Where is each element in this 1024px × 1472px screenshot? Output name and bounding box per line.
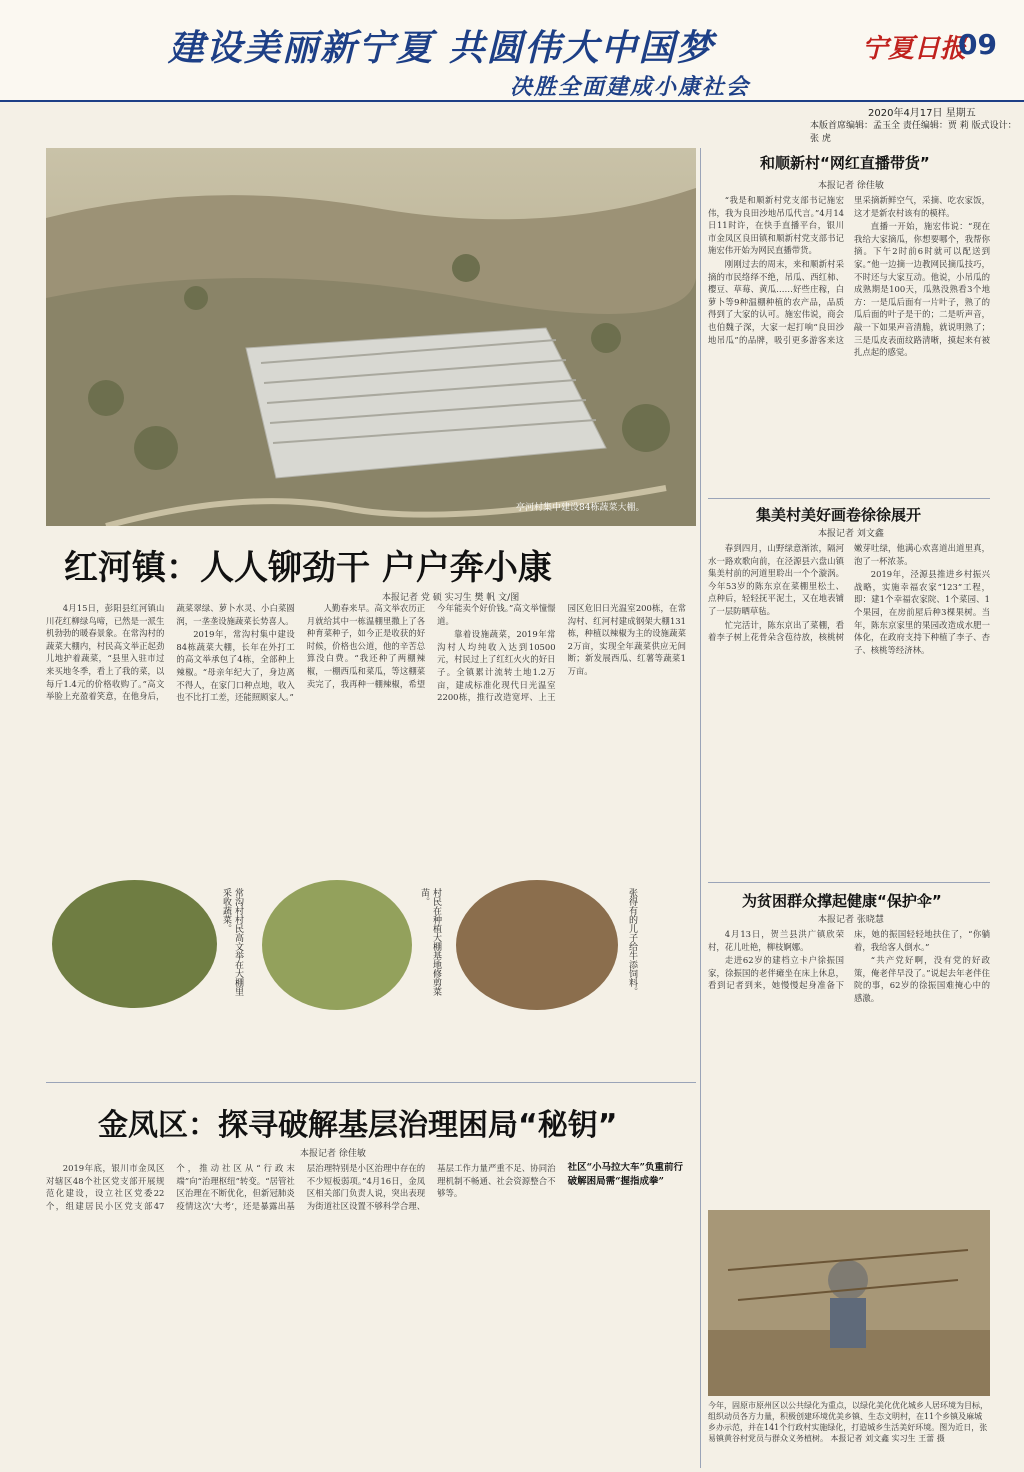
photo-caption-1: 常沟村村民高文举在大棚里采收蔬菜。 bbox=[221, 888, 243, 996]
cattle-feeding-photo bbox=[456, 880, 618, 1010]
farmer-greenhouse-photo bbox=[52, 880, 217, 1008]
sidebar-paragraph: “我是和顺新村党支部书记施宏伟，我为良田沙地吊瓜代言。”4月14日11时许，在快手直播平台，银川市金凤区良田镇和顺新村党支部书记施宏伟开始为网民直播带货。 bbox=[708, 195, 844, 256]
jinfeng-paragraph: 2019年底，银川市金凤区对辖区48个社区党支部开展规范化建设，设立社区党委22个，组建居民小区党支部47个，推动社区从“行政末端”向“治理枢纽”转变。“居管社区治理在不断优化，但新冠肺炎疫情这次‘大考’，还是暴露出基层治理特别是小区治理中存在的不少短板弱项。”4月16日，金凤区相关部门负责人说，突出表现为街道社区设置不够科学合理、基层工作力量严重不足、协同治理机制不畅通、社会资源整合不够等。 bbox=[46, 1163, 556, 1211]
hero-paragraph: 人勤春来早。高文举农历正月就给其中一栋温棚里撒上了各种育菜种子，如今正是收获的好时候，价格也公道，他的辛苦总算没白费。“我还种了两棚辣椒，一棚西瓜和菜瓜，等这棚菜卖完了，我再种一棚辣椒，希望今年能卖个好价钱。”高文举憧憬道。 bbox=[306, 603, 556, 689]
sidebar-paragraph: “共产党好啊，没有党的好政策，俺老伴早没了。”说起去年老伴住院的事，62岁的徐振国难掩心中的感激。 bbox=[854, 955, 990, 1003]
sidebar-story-2-title: 集美村美好画卷徐徐展开 bbox=[756, 506, 922, 524]
sidebar-paragraph: 刚刚过去的周末，来和顺新村采摘的市民络绎不绝，吊瓜、西红柿、樱豆、草莓、黄瓜……好些庄稼，白萝卜等9种温棚种植的农产品，品质得到了大家的认可。施宏伟说，商会也伯魏子深，大家一起打响“良田沙地吊瓜”的品牌，吸引更多游客来这里采摘新鲜空气，采摘、吃农家饭，这才是新农村该有的模样。 bbox=[708, 195, 990, 345]
sidebar-paragraph: 春到四月，山野绿意渐浓，隔河水一路欢歌向前，在泾源县六盘山镇集美村前的河道里聆出一个个漩涡。今年53岁的陈东京在菜棚里松土、点种后，轻轻抚平泥土，又在地表铺了一层防晒草毡。 bbox=[708, 543, 844, 616]
jinfeng-subhead-2: 破解困局需“握指成拳” bbox=[567, 1175, 664, 1187]
issue-date: 2020年4月17日 星期五 bbox=[868, 108, 976, 119]
sidebar-story-3-byline: 本报记者 张晓慧 bbox=[818, 915, 884, 925]
slogan-sub: 决胜全面建成小康社会 bbox=[510, 75, 751, 100]
jinfeng-subhead-1: 社区“小马拉大车”负重前行 bbox=[567, 1162, 683, 1173]
photo-caption-2: 村民在种植大棚基地修剪菜苗。 bbox=[419, 888, 441, 996]
sidebar-paragraph: 2019年，泾源县推进乡村振兴战略，实施幸福农家“123”工程，即：建1个幸福农家院、1个菜园、1个果园，在房前屋后种3棵果树。当年，陈东京家里的果园改造成水肥一体化，在政府支持下种植了李子、杏子、核桃等经济林。 bbox=[854, 569, 990, 655]
sidebar-divider bbox=[708, 882, 990, 883]
slogan-main: 建设美丽新宁夏 共圆伟大中国梦 bbox=[168, 28, 715, 69]
seedling-pruning-photo bbox=[262, 880, 412, 1010]
newspaper-brand-logo: 宁夏日报 bbox=[862, 34, 967, 64]
sidebar-story-1-body bbox=[708, 194, 990, 492]
sidebar-story-3-body bbox=[708, 928, 990, 1198]
hero-photo-caption: 亭河村集中建设84栋蔬菜大棚。 bbox=[516, 503, 645, 513]
hero-paragraph: 2019年，常沟村集中建设84栋蔬菜大棚，长年在外打工的高文举承包了4栋，全部种上辣椒。“母亲年纪大了，身边离不得人，在家门口种点地，收入也不比打工差，还能照顾家人。” bbox=[176, 629, 295, 703]
sidebar-story-2-body bbox=[708, 542, 990, 862]
hero-paragraph: 4月15日，彭阳县红河镇山川花红柳绿鸟啼，已然是一派生机勃勃的暖春景象。在常沟村的蔬菜大棚内，村民高文举正起劲儿地护着蔬菜，“县里入驻市过来买地冬季，看上了我的菜，以每斤1.4元的价格收购了。”高文举脸上充盈着笑意，在他身后，蔬菜翠绿、萝卜水灵、小白菜圆润，一垄垄设施蔬菜长势喜人。 bbox=[46, 603, 295, 702]
hero-headline: 红河镇：人人铆劲干 户户奔小康 bbox=[64, 548, 552, 588]
page-number: 09 bbox=[958, 28, 997, 61]
sidebar-story-1-title: 和顺新村“网红直播带货” bbox=[760, 154, 930, 172]
photo-caption-3: 张得有的儿子给牛添饲料。 bbox=[627, 888, 637, 996]
greenhouse-aerial-photo bbox=[46, 148, 696, 526]
sidebar-story-2-byline: 本报记者 刘文鑫 bbox=[818, 529, 884, 539]
sidebar-story-1-byline: 本报记者 徐佳敏 bbox=[818, 181, 884, 191]
editor-credits: 本版首席编辑：孟玉全 责任编辑：贾 莉 版式设计：张 虎 bbox=[810, 121, 1017, 144]
sidebar-paragraph: 忙完活计，陈东京出了菜棚，看着李子树上花骨朵含苞待放，核桃树嫩芽吐绿，他满心欢喜道出道里真，泡了一杯浓茶。 bbox=[708, 543, 990, 643]
section-divider bbox=[46, 1082, 696, 1083]
hero-paragraph: 靠着设施蔬菜，2019年常沟村人均纯收入达到10500元，村民过上了红红火火的好日子。全镇累计流转土地1.2万亩，建成标准化现代日光温室2200栋，推行改造宽坪、上王园区危旧日光温室200栋，在常沟村、红河村建成钢架大棚131栋，种植以辣椒为主的设施蔬菜2万亩，实现全年蔬菜供应无间断；新发展西瓜、红薯等蔬菜1万亩。 bbox=[437, 603, 686, 703]
sidebar-paragraph: 走进62岁的建档立卡户徐振国家，徐振国的老伴瘫坐在床上休息，看到记者到来，她慢慢起身准备下床，她的振国轻轻地扶住了，“你躺着，我给客人倒水。” bbox=[708, 929, 990, 991]
column-divider bbox=[700, 148, 701, 1468]
jinfeng-byline: 本报记者 徐佳敏 bbox=[300, 1149, 366, 1159]
jinfeng-article-body bbox=[46, 1162, 686, 1462]
jinfeng-headline: 金凤区：探寻破解基层治理困局“秘钥” bbox=[98, 1108, 618, 1143]
hero-byline: 本报记者 党 硕 实习生 樊 帆 文/图 bbox=[382, 593, 520, 603]
sidebar-paragraph: 4月13日，贺兰县洪广镇欣荣村，花儿吐艳，柳枝婀娜。 bbox=[708, 929, 844, 952]
tree-planting-caption: 今年，固原市原州区以公共绿化为重点，以绿化美化优化城乡人居环境为目标，组织动员各方力量，积极创建环境优美乡镇、生态文明村，在11个乡镇及麻城乡办示范，并在141个行政村实施绿化，打造城乡生活美好环境。图为近日，张易镇黄谷村党员与群众义务植树。 本报记者 刘文鑫 实习生 王蕾 摄 bbox=[708, 1401, 988, 1443]
sidebar-paragraph: 直播一开始，施宏伟说：“现在我给大家摘瓜，你想要哪个，我帮你摘。下午2时前6时就可以配送到家。”他一边摘一边教网民摘瓜技巧，不时还与大家互动。他说，小吊瓜的成熟期是100天，瓜熟没熟看3个地方：一是瓜后面有一片叶子，熟了的瓜后面的叶子是干的；二是听声音，敲一下如果声音清脆，就说明熟了；三是瓜皮表面纹路清晰，摸起来有被扎点起的感觉。 bbox=[854, 221, 990, 358]
hero-article-body bbox=[46, 602, 686, 868]
tree-planting-photo bbox=[708, 1210, 990, 1396]
sidebar-story-3-title: 为贫困群众撑起健康“保护伞” bbox=[742, 892, 942, 910]
planting-illustration bbox=[708, 1210, 990, 1396]
greenhouse-landscape-illustration bbox=[46, 148, 696, 526]
sidebar-divider bbox=[708, 498, 990, 499]
